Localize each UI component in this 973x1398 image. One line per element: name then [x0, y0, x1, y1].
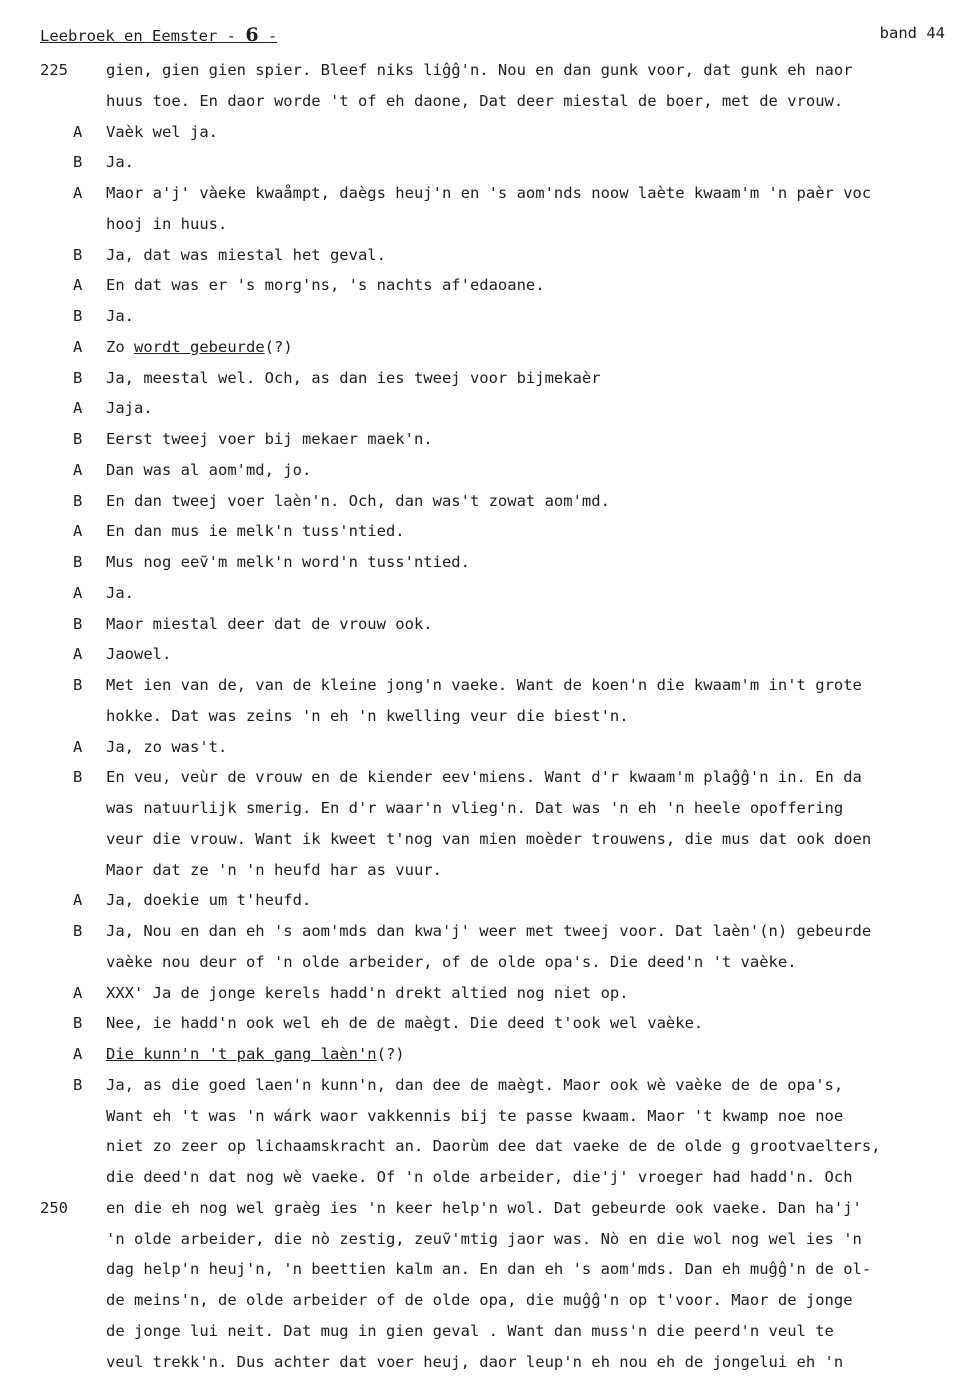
line-text-main: huus toe. En daor worde 't of eh daone, Dat deer miestal de boer, met de vrouw. [106, 91, 844, 110]
line-number: 225 [40, 61, 68, 79]
transcript-line [0, 55, 973, 86]
transcript-line [0, 947, 973, 978]
line-text-main: Dan was al aom'md, jo. [106, 460, 312, 479]
line-text [106, 885, 311, 916]
transcript-line [0, 885, 973, 916]
transcript-line [0, 1193, 973, 1224]
speaker-label: B [73, 768, 83, 787]
line-text-main: En dan tweej voer laèn'n. Och, dan was't zowat aom'md. [106, 491, 610, 510]
transcript-line [0, 332, 973, 363]
speaker-label: A [73, 645, 83, 664]
transcript-line [0, 578, 973, 609]
line-text-main: Ja, Nou en dan eh 's aom'mds dan kwa'j' weer met tweej voor. Dat laèn'(n) gebeurde [106, 922, 872, 940]
line-text-main: Zo [106, 337, 134, 356]
transcript-line [0, 978, 973, 1009]
line-text [106, 240, 386, 271]
line-text [106, 147, 134, 178]
line-text [106, 424, 433, 455]
transcript-line [0, 670, 973, 701]
line-text-main: En dan mus ie melk'n tuss'ntied. [106, 522, 405, 541]
page-header [40, 24, 945, 48]
speaker-label: A [73, 399, 83, 418]
speaker-label: B [73, 307, 83, 325]
speaker-label: B [73, 614, 83, 633]
transcript-line [0, 1008, 973, 1039]
line-text-main: gien, gien gien spier. Bleef niks liĝĝ'n. Nou en dan gunk voor, dat gunk eh naor [106, 61, 853, 79]
line-text-main: Nee, ie hadd'n ook wel eh de de maègt. Die deed t'ook wel vaèke. [106, 1014, 704, 1033]
transcript-line [0, 701, 973, 732]
transcript-line [0, 1101, 973, 1132]
underlined-text: Die kunn'n 't pak gang laèn'n [106, 1045, 377, 1063]
title-end: - [258, 27, 278, 45]
line-text [106, 178, 871, 209]
line-text-main: Maor a'j' vàeke kwaåmpt, daègs heuj'n en 's aom'nds noow laète kwaam'm 'n paèr voc [106, 184, 872, 202]
page-number: 6 [245, 24, 259, 46]
line-text-main: de meins'n, de olde arbeider of de olde opa, die muĝĝ'n op t'voor. Maor de jonge [106, 1291, 853, 1309]
line-text-main: veur die vrouw. Want ik kweet t'nog van mien moèder trouwens, die mus dat ook doen [106, 829, 872, 848]
transcript-line [0, 1347, 973, 1378]
transcript-line [0, 916, 973, 947]
line-text [106, 301, 134, 332]
transcript-line [0, 178, 973, 209]
speaker-label: B [73, 1014, 83, 1033]
speaker-label: B [73, 153, 83, 172]
speaker-label: A [73, 983, 83, 1002]
speaker-label: B [73, 1075, 83, 1094]
line-text-main: En dat was er 's morg'ns, 's nachts af'edaoane. [106, 276, 545, 295]
line-text [106, 947, 797, 978]
transcript-line [0, 363, 973, 394]
transcript-line [0, 1070, 973, 1101]
line-text [106, 209, 227, 240]
transcript-line [0, 639, 973, 670]
line-text [106, 1285, 853, 1316]
line-text [106, 578, 134, 609]
transcript-line [0, 1162, 973, 1193]
line-text-main: Ja. [106, 153, 134, 172]
line-text [106, 393, 153, 424]
line-text-main: Maor miestal deer dat de vrouw ook. [106, 614, 433, 633]
line-text-main: Maor dat ze 'n 'n heufd har as vuur. [106, 860, 442, 879]
transcript-line [0, 270, 973, 301]
transcript-line [0, 1131, 973, 1162]
transcript-line [0, 393, 973, 424]
transcript-line [0, 855, 973, 886]
line-text [106, 916, 871, 947]
line-text [106, 270, 545, 301]
transcript-line [0, 824, 973, 855]
speaker-label: A [73, 276, 83, 295]
line-text-main: Want eh 't was 'n wárk waor vakkennis bij te passe kwaam. Maor 't kwamp noe noe [106, 1106, 844, 1125]
line-text-main: hooj in huus. [106, 214, 228, 233]
transcript-line [0, 516, 973, 547]
line-text-main: 'n olde arbeider, die nò zestig, zeuṽ'mtig jaor was. Nò en die wol nog wel ies 'n [106, 1229, 862, 1248]
line-text [106, 455, 311, 486]
speaker-label: A [73, 184, 83, 202]
line-text [106, 824, 871, 855]
line-text [106, 1039, 405, 1070]
line-text-main: die deed'n dat nog wè vaeke. Of 'n olde arbeider, die'j' vroeger had hadd'n. Och [106, 1168, 853, 1186]
transcript-line [0, 1039, 973, 1070]
transcript-line [0, 793, 973, 824]
transcript-line [0, 732, 973, 763]
line-text-main: Ja, dat was miestal het geval. [106, 245, 386, 264]
line-text [106, 1008, 703, 1039]
line-text [106, 732, 227, 763]
line-text [106, 1316, 834, 1347]
transcript-line [0, 424, 973, 455]
line-text-main: Ja, as die goed laen'n kunn'n, dan dee de maègt. Maor ook wè vaèke de de opa's, [106, 1075, 844, 1094]
line-text [106, 332, 293, 363]
transcript-line [0, 762, 973, 793]
speaker-label: A [73, 737, 83, 756]
line-text [106, 1131, 881, 1162]
line-text-main: Ja, meestal wel. Och, as dan ies tweej voor bijmekaèr [106, 368, 601, 387]
line-text-after: (?) [264, 337, 293, 356]
line-text-main: Jaja. [106, 399, 153, 418]
transcript-line [0, 1316, 973, 1347]
line-text-main: niet zo zeer op lichaamskracht an. Daorùm dee dat vaeke de de olde g grootvaelters, [106, 1137, 881, 1156]
speaker-label: A [73, 122, 83, 141]
line-text [106, 1101, 843, 1132]
speaker-label: A [73, 1045, 83, 1063]
line-text [106, 855, 442, 886]
line-text [106, 639, 171, 670]
line-text [106, 1347, 843, 1378]
transcript-line [0, 486, 973, 517]
line-text-main: veul trekk'n. Dus achter dat voer heuj, daor leup'n eh nou eh de jongelui eh 'n [106, 1352, 844, 1371]
line-text-main: Jaowel. [106, 645, 172, 664]
line-text [106, 670, 862, 701]
line-text-main: Vaèk wel ja. [106, 122, 218, 141]
transcript-line [0, 1224, 973, 1255]
line-text-main: En veu, veùr de vrouw en de kiender eev'miens. Want d'r kwaam'm plaĝĝ'n in. En da [106, 768, 862, 787]
line-text-main: XXX' Ja de jonge kerels hadd'n drekt altied nog niet op. [106, 983, 629, 1002]
line-number: 250 [40, 1198, 68, 1217]
speaker-label: B [73, 245, 83, 264]
line-text-main: vaèke nou deur of 'n olde arbeider, of de olde opa's. Die deed'n 't vaèke. [106, 952, 797, 971]
line-text [106, 1254, 871, 1285]
line-text-main: hokke. Dat was zeins 'n eh 'n kwelling veur die biest'n. [106, 706, 629, 725]
line-text [106, 55, 853, 86]
transcript-line [0, 147, 973, 178]
speaker-label: A [73, 460, 83, 479]
speaker-label: B [73, 922, 83, 940]
transcript-line [0, 609, 973, 640]
band-label: band 44 [879, 24, 945, 42]
transcript-line [0, 301, 973, 332]
transcript-line [0, 86, 973, 117]
underlined-text: wordt gebeurde [134, 337, 265, 356]
speaker-label: B [73, 430, 83, 448]
line-text-main: was natuurlijk smerig. En d'r waar'n vlieg'n. Dat was 'n eh 'n heele opoffering [106, 799, 844, 817]
line-text-main: Ja, zo was't. [106, 737, 228, 756]
line-text [106, 117, 218, 148]
speaker-label: A [73, 522, 83, 541]
line-text [106, 609, 433, 640]
transcript-line [0, 240, 973, 271]
line-text [106, 1193, 862, 1224]
line-text-main: Ja. [106, 583, 134, 602]
line-text [106, 793, 843, 824]
speaker-label: B [73, 553, 83, 571]
line-text-main: Ja, doekie um t'heufd. [106, 891, 312, 910]
line-text [106, 516, 405, 547]
transcript-line [0, 1254, 973, 1285]
transcript-line [0, 117, 973, 148]
line-text [106, 701, 629, 732]
transcript-line [0, 209, 973, 240]
speaker-label: B [73, 368, 83, 387]
line-text-main: Ja. [106, 307, 134, 325]
line-text-main: Mus nog eeṽ'm melk'n word'n tuss'ntied. [106, 553, 470, 571]
transcript-body [0, 55, 973, 1377]
line-text-main: de jonge lui neit. Dat mug in gien geval . Want dan muss'n die peerd'n veul te [106, 1321, 834, 1340]
line-text [106, 1162, 853, 1193]
transcript-line [0, 455, 973, 486]
title-text: Leebroek en Eemster - [40, 27, 246, 45]
line-text-main: en die eh nog wel graèg ies 'n keer help'n wol. Dat gebeurde ook vaeke. Dan ha'j' [106, 1198, 862, 1217]
line-text-main: Met ien van de, van de kleine jong'n vaeke. Want de koen'n die kwaam'm in't grote [106, 676, 862, 694]
transcript-line [0, 547, 973, 578]
document-title [40, 24, 277, 46]
speaker-label: B [73, 491, 83, 510]
line-text [106, 86, 843, 117]
line-text [106, 1070, 843, 1101]
line-text [106, 762, 862, 793]
line-text [106, 978, 629, 1009]
speaker-label: A [73, 891, 83, 910]
speaker-label: A [73, 337, 83, 356]
line-text [106, 363, 601, 394]
line-text-main: dag help'n heuj'n, 'n beettien kalm an. En dan eh 's aom'mds. Dan eh muĝĝ'n de ol- [106, 1260, 872, 1279]
line-text-main: Eerst tweej voer bij mekaer maek'n. [106, 430, 433, 448]
line-text-after: (?) [376, 1045, 405, 1063]
line-text [106, 486, 610, 517]
speaker-label: B [73, 676, 83, 694]
line-text [106, 1224, 862, 1255]
transcript-line [0, 1285, 973, 1316]
speaker-label: A [73, 583, 83, 602]
line-text [106, 547, 470, 578]
